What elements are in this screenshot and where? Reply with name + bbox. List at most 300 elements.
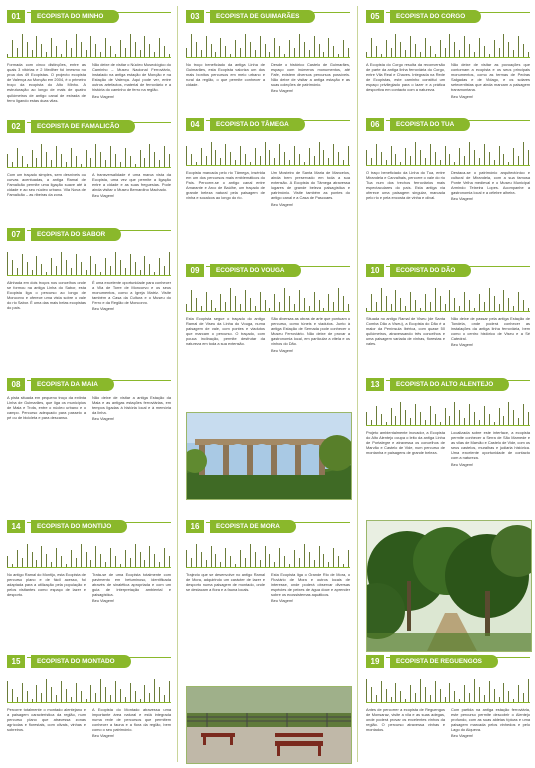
profile-tick — [513, 306, 514, 311]
profile-tick — [76, 34, 77, 57]
profile-tick — [46, 679, 47, 702]
profile-tick — [333, 302, 334, 311]
profile-tick — [425, 38, 426, 57]
profile-tick — [125, 48, 126, 57]
profile-tick — [154, 52, 155, 57]
profile-tick — [381, 54, 382, 57]
section-header — [7, 378, 171, 391]
profile-tick — [41, 144, 42, 167]
profile-tick — [528, 52, 529, 57]
profile-tick — [115, 556, 116, 567]
profile-tick — [445, 408, 446, 425]
profile-tick — [235, 296, 236, 311]
profile-tick — [240, 48, 241, 57]
profile-tick — [110, 695, 111, 702]
profile-tick — [235, 40, 236, 57]
profile-tick — [319, 300, 320, 311]
photo-viaduct — [186, 412, 352, 500]
profile-tick — [120, 260, 121, 275]
profile-tick — [17, 550, 18, 567]
profile-tick — [479, 420, 480, 425]
profile-tick — [405, 410, 406, 425]
profile-tick — [81, 164, 82, 167]
profile-tick — [12, 40, 13, 57]
profile-tick — [215, 150, 216, 165]
profile-tick — [343, 160, 344, 165]
profile-tick — [459, 148, 460, 165]
profile-tick — [366, 52, 367, 57]
profile-tick — [440, 296, 441, 311]
profile-tick — [366, 679, 367, 702]
profile-tick — [100, 52, 101, 57]
profile-tick — [348, 146, 349, 165]
profile-tick — [144, 560, 145, 567]
profile-tick — [260, 292, 261, 311]
profile-tick — [333, 144, 334, 165]
profile-tick — [225, 302, 226, 311]
profile-tick — [36, 158, 37, 167]
profile-tick — [454, 691, 455, 702]
profile-tick — [125, 697, 126, 702]
profile-tick — [309, 306, 310, 311]
profile-tick — [7, 556, 8, 567]
profile-tick — [115, 681, 116, 702]
profile-tick — [274, 562, 275, 567]
profile-tick — [328, 38, 329, 57]
profile-tick — [240, 304, 241, 311]
elevation-profile — [7, 136, 171, 168]
profile-tick — [255, 148, 256, 165]
section-number: 13 — [366, 378, 384, 391]
profile-tick — [299, 558, 300, 567]
profile-tick — [250, 42, 251, 57]
profile-tick — [105, 160, 106, 167]
profile-tick — [220, 38, 221, 57]
profile-tick — [425, 420, 426, 425]
profile-tick — [245, 290, 246, 311]
profile-tick — [323, 150, 324, 165]
profile-tick — [274, 158, 275, 165]
profile-tick — [445, 48, 446, 57]
profile-tick — [440, 689, 441, 702]
profile-tick — [459, 50, 460, 57]
profile-tick — [508, 42, 509, 57]
profile-tick — [265, 44, 266, 57]
profile-tick — [41, 693, 42, 702]
profile-tick — [61, 154, 62, 167]
profile-tick — [366, 308, 367, 311]
profile-tick — [405, 148, 406, 165]
text-column-right: Localizada sobre este interface, a ecopista permite conhecer a Serra de São Mamede e as vilas de Marvão e Castelo de Vide, com os seus castelos, muralhas e judiaria histórica. Uma excelente oportunidade de contacto com a natureza. Beu Viagem! — [451, 430, 530, 467]
section-title: ECOPISTA DO CORGO — [390, 10, 481, 23]
section-number: 07 — [7, 228, 25, 241]
text-column-left: Projeto ambientalmente inovador, a Ecopista do Alto Alentejo ocupa o leito da antiga Linha de Portalegre e atravessa os concelhos de Marvão e Castelo de Vide, num percurso de montanha e paisagens de grande beleza. — [366, 430, 445, 456]
section-title: ECOPISTA DE FAMALICÃO — [31, 120, 135, 133]
profile-tick — [499, 146, 500, 165]
profile-tick — [304, 298, 305, 311]
profile-tick — [449, 154, 450, 165]
section-number: 03 — [186, 10, 204, 23]
profile-tick — [164, 695, 165, 702]
profile-tick — [328, 562, 329, 567]
profile-tick — [95, 693, 96, 702]
profile-tick — [391, 146, 392, 165]
profile-tick — [518, 685, 519, 702]
profile-tick — [494, 422, 495, 425]
profile-tick — [503, 154, 504, 165]
profile-tick — [528, 412, 529, 425]
profile-tick — [201, 50, 202, 57]
profile-tick — [459, 306, 460, 311]
profile-tick — [135, 42, 136, 57]
elevation-profile — [7, 244, 171, 276]
profile-tick — [255, 552, 256, 567]
text-column-left: Trajecto que se desenvolve no antigo Ramal de Mora, adquirindo um carácter de lazer e desporto numa paisagem de montado, onde se destacam a flora e a fauna locais. — [186, 572, 265, 593]
text-column-left: Situada no antigo Ramal de Viseu (de Santa Comba Dão a Viseu), a Ecopista do Dão é a maior da Península Ibérica, com quase 50 quilómetros, atravessando três concelhos e uma paisagem variada de vinhas, florestas e vales. — [366, 316, 445, 347]
profile-tick — [410, 36, 411, 57]
profile-tick — [395, 154, 396, 165]
profile-tick — [391, 304, 392, 311]
footer-note: Beu Viagem! — [451, 93, 474, 99]
profile-tick — [395, 290, 396, 311]
profile-tick — [206, 156, 207, 165]
profile-tick — [415, 693, 416, 702]
profile-tick — [51, 160, 52, 167]
profile-tick — [503, 290, 504, 311]
profile-tick — [130, 34, 131, 57]
profile-tick — [371, 294, 372, 311]
profile-tick — [230, 54, 231, 57]
footer-note: Beu Viagem! — [451, 733, 474, 739]
text-column-left: Com um traçado simples, sem desníveis ou curvas acentuadas, a antiga Ramal de Famalicão permite uma ligação suave até à cidade e ao seu núcleo urbano. Vila Nova de Famalicão – as ribeiras da zona. — [7, 172, 86, 198]
profile-tick — [191, 34, 192, 57]
profile-tick — [130, 683, 131, 702]
profile-tick — [348, 550, 349, 567]
profile-tick — [381, 152, 382, 165]
profile-tick — [36, 685, 37, 702]
profile-tick — [343, 296, 344, 311]
profile-tick — [503, 34, 504, 57]
profile-tick — [499, 697, 500, 702]
section-header — [366, 10, 530, 23]
profile-tick — [469, 44, 470, 57]
text-column-left: Esta Ecopista segue o traçado do antigo Ramal de Viseu da Linha do Vouga, numa paisagem de vale, com pontes e viadutos que marcam o percurso. O traçado, com pouca inclinação, permite desfrutar da natureza em toda a sua extensão. — [186, 316, 265, 347]
profile-tick — [120, 40, 121, 57]
profile-tick — [323, 308, 324, 311]
profile-tick — [12, 689, 13, 702]
profile-tick — [381, 681, 382, 702]
profile-tick — [17, 697, 18, 702]
profile-tick — [105, 38, 106, 57]
profile-tick — [410, 418, 411, 425]
text-column-right: Trata-se de uma Ecopista totalmente com pavimento em betuminoso, identificada através de sinalética apropriada e com um guia de interpretação ambiental e paisagística. Beu Viagem! — [92, 572, 171, 604]
profile-tick — [206, 560, 207, 567]
profile-tick — [115, 54, 116, 57]
profile-tick — [186, 304, 187, 311]
profile-tick — [7, 154, 8, 167]
profile-tick — [196, 298, 197, 311]
profile-tick — [66, 689, 67, 702]
profile-tick — [279, 302, 280, 311]
profile-tick — [400, 42, 401, 57]
profile-tick — [245, 154, 246, 165]
profile-tick — [86, 699, 87, 702]
profile-tick — [294, 146, 295, 165]
profile-tick — [479, 687, 480, 702]
section-06 — [366, 118, 530, 270]
profile-tick — [76, 254, 77, 275]
section-11 — [366, 264, 530, 386]
profile-tick — [169, 556, 170, 567]
profile-tick — [235, 160, 236, 165]
profile-tick — [348, 48, 349, 57]
profile-tick — [46, 272, 47, 275]
profile-tick — [269, 150, 270, 165]
profile-tick — [105, 258, 106, 275]
profile-tick — [391, 408, 392, 425]
profile-tick — [400, 402, 401, 425]
profile-tick — [250, 162, 251, 165]
section-number: 08 — [7, 378, 25, 391]
profile-tick — [371, 687, 372, 702]
profile-tick — [17, 268, 18, 275]
section-number: 01 — [7, 10, 25, 23]
profile-tick — [314, 156, 315, 165]
profile-tick — [56, 46, 57, 57]
profile-tick — [225, 548, 226, 567]
profile-tick — [140, 270, 141, 275]
profile-tick — [464, 292, 465, 311]
text-column-right: Não deixe de visitar as povoações que contornam a ecopista e os seus principais monumentos, como as termas de Pedras Salgadas e de Vidago, e os solares setecentistas que ainda marcam a paisagem transmontana. Beu Viagem! — [451, 62, 530, 99]
footer-note: Beu Viagem! — [271, 598, 294, 604]
profile-tick — [314, 36, 315, 57]
profile-tick — [86, 50, 87, 57]
profile-tick — [61, 54, 62, 57]
footer-note: Beu Viagem! — [92, 598, 115, 604]
profile-tick — [289, 296, 290, 311]
profile-tick — [255, 306, 256, 311]
profile-tick — [279, 144, 280, 165]
profile-tick — [489, 414, 490, 425]
profile-tick — [469, 142, 470, 165]
text-column-left: Percorre totalmente o montado alentejano e a paisagem característica da região, num percurso plano que atravessa zonas agrícolas e florestais, com olivais, vinhas e sobreiros. — [7, 707, 86, 733]
footer-note: Beu Viagem! — [271, 201, 294, 207]
profile-tick — [386, 422, 387, 425]
profile-tick — [489, 54, 490, 57]
section-number: 16 — [186, 520, 204, 533]
profile-tick — [338, 288, 339, 311]
profile-tick — [284, 288, 285, 311]
section-title: ECOPISTA DO MINHO — [31, 10, 119, 23]
text-column-right: Com partida na antiga estação ferroviária, este percurso permite descobrir o Alentejo profundo, com as suas aldeias típicas e uma paisagem marcada pelos vinhedos e pelo Lago do Alqueva. Beu Viagem! — [451, 707, 530, 739]
profile-tick — [284, 152, 285, 165]
section-09 — [186, 264, 350, 416]
profile-tick — [41, 264, 42, 275]
profile-tick — [100, 152, 101, 167]
profile-tick — [164, 146, 165, 167]
profile-tick — [503, 416, 504, 425]
text-column-left: Alinhada em dois troços nos concelhos onde se formou na antiga Linha do Sabor, esta Ecopista liga o percurso ao longo de Moncorvo e oferece uma vista sobre o vale do rio Sabor. É uma das mais belas ecopistas do país. — [7, 280, 86, 311]
section-title: ECOPISTA DA MAIA — [31, 378, 114, 391]
profile-tick — [381, 288, 382, 311]
profile-tick — [479, 158, 480, 165]
profile-tick — [415, 142, 416, 165]
profile-tick — [376, 406, 377, 425]
profile-tick — [494, 40, 495, 57]
profile-tick — [435, 152, 436, 165]
section-13 — [366, 378, 530, 520]
profile-tick — [484, 695, 485, 702]
section-number: 14 — [7, 520, 25, 533]
profile-tick — [105, 562, 106, 567]
text-column-right: Não deixe de visitar o Núcleo Museológico do Caminho – Museu Nacional Ferroviário, instalado na antiga estação de Monção e na Estação de Valença. Aqui pode ver, entre outros artefactos, material de ferroviário e a história do caminho de ferro na região. Beu Viagem! — [92, 62, 171, 99]
profile-tick — [513, 148, 514, 165]
profile-tick — [66, 260, 67, 275]
profile-tick — [528, 150, 529, 165]
profile-tick — [46, 152, 47, 167]
profile-tick — [230, 556, 231, 567]
profile-tick — [284, 556, 285, 567]
profile-tick — [391, 48, 392, 57]
profile-tick — [440, 422, 441, 425]
profile-tick — [279, 46, 280, 57]
profile-tick — [81, 691, 82, 702]
profile-tick — [71, 148, 72, 167]
profile-tick — [265, 300, 266, 311]
text-column-right: Esta Ecopista liga o Grande Rio de Mora, o Fluviário de Mora e outros locais de interesse, onde poderá observar diversas espécies de peixes de água doce e aprender sobre os ecossistemas aquáticos. Beu Viagem! — [271, 572, 350, 604]
profile-tick — [430, 406, 431, 425]
text-column-right: Um Mosteiro de Santa Maria de Mancelos, ainda bem preservado em toda a sua extensão. A Ecopista do Tâmega atravessa lugares de grande beleza paisagística e património. Visite também as pontes do antigo canal e a Casa de Pascoaes. Beu Viagem! — [271, 170, 350, 207]
profile-tick — [81, 544, 82, 567]
footer-note: Beu Viagem! — [451, 461, 474, 467]
profile-tick — [328, 158, 329, 165]
profile-tick — [86, 270, 87, 275]
profile-tick — [215, 308, 216, 311]
profile-tick — [445, 304, 446, 311]
section-number: 09 — [186, 264, 204, 277]
profile-tick — [489, 288, 490, 311]
profile-tick — [81, 42, 82, 57]
profile-tick — [144, 685, 145, 702]
profile-tick — [56, 695, 57, 702]
profile-tick — [211, 44, 212, 57]
footer-note: Beu Viagem! — [92, 416, 115, 422]
profile-tick — [410, 685, 411, 702]
elevation-profile — [7, 536, 171, 568]
section-title: ECOPISTA DE REGUENGOS — [390, 655, 498, 668]
profile-tick — [420, 308, 421, 311]
profile-tick — [299, 34, 300, 57]
text-column-left: Antes de percorrer a ecopista de Reguengos de Monsaraz, visite a vila e as suas adegas, onde poderá provar os excelentes vinhos da região. O percurso atravessa vinhas e montados. — [366, 707, 445, 733]
profile-tick — [125, 268, 126, 275]
profile-tick — [508, 402, 509, 425]
profile-tick — [454, 42, 455, 57]
profile-tick — [135, 544, 136, 567]
profile-tick — [230, 152, 231, 165]
profile-tick — [7, 54, 8, 57]
profile-tick — [474, 412, 475, 425]
section-number: 10 — [366, 264, 384, 277]
elevation-profile — [366, 26, 530, 58]
profile-tick — [76, 156, 77, 167]
profile-tick — [440, 160, 441, 165]
profile-tick — [376, 144, 377, 165]
profile-tick — [225, 46, 226, 57]
profile-tick — [284, 54, 285, 57]
profile-tick — [86, 150, 87, 167]
profile-tick — [22, 254, 23, 275]
profile-tick — [22, 156, 23, 167]
section-number: 06 — [366, 118, 384, 131]
profile-tick — [499, 408, 500, 425]
section-07 — [7, 228, 171, 390]
section-16 — [186, 520, 350, 672]
section-title: ECOPISTA DO TUA — [390, 118, 470, 131]
profile-tick — [371, 420, 372, 425]
profile-tick — [100, 679, 101, 702]
profile-tick — [376, 302, 377, 311]
profile-tick — [523, 300, 524, 311]
profile-tick — [164, 548, 165, 567]
profile-tick — [499, 304, 500, 311]
profile-tick — [12, 162, 13, 167]
profile-tick — [56, 266, 57, 275]
section-title: ECOPISTA DO ALTO ALENTEJO — [390, 378, 509, 391]
profile-tick — [71, 268, 72, 275]
section-14 — [7, 520, 171, 642]
profile-tick — [191, 290, 192, 311]
profile-tick — [323, 554, 324, 567]
profile-tick — [265, 142, 266, 165]
profile-tick — [319, 546, 320, 567]
footer-note: Beu Viagem! — [92, 193, 115, 199]
section-header — [186, 520, 350, 533]
profile-tick — [343, 564, 344, 567]
profile-tick — [265, 546, 266, 567]
section-02 — [7, 120, 171, 212]
profile-tick — [440, 40, 441, 57]
profile-tick — [140, 150, 141, 167]
profile-tick — [430, 695, 431, 702]
text-column-left: A pista situada em pequeno troço da extinta Linha de Guimarães, que liga os municípios de Maia e Trofa, entre o núcleo urbano e o campo. Percurso adequado para passeio a pé ou de bicicleta e para descanso. — [7, 395, 86, 421]
profile-tick — [299, 290, 300, 311]
profile-tick — [435, 54, 436, 57]
profile-tick — [314, 292, 315, 311]
profile-tick — [215, 52, 216, 57]
section-04 — [186, 118, 350, 265]
text-column-left: Ecopista marcada pelo rio Tâmega, insérida em um dos percursos mais emblemáticos do País. Percorre-se o antigo canal entre Amarante e Arco de Baúlhe, um traçado de grande beleza natural pela paisagem de vinha e socalcos ao longo do rio. — [186, 170, 265, 201]
profile-tick — [405, 50, 406, 57]
profile-tick — [304, 162, 305, 165]
profile-tick — [314, 560, 315, 567]
profile-tick — [186, 146, 187, 165]
profile-tick — [66, 564, 67, 567]
profile-tick — [7, 252, 8, 275]
profile-tick — [454, 162, 455, 165]
profile-tick — [449, 683, 450, 702]
profile-tick — [159, 160, 160, 167]
profile-tick — [513, 699, 514, 702]
elevation-profile — [366, 671, 530, 703]
section-header — [366, 378, 530, 391]
profile-tick — [149, 546, 150, 567]
profile-tick — [230, 288, 231, 311]
profile-tick — [386, 689, 387, 702]
profile-tick — [211, 546, 212, 567]
profile-tick — [196, 162, 197, 165]
profile-tick — [51, 687, 52, 702]
profile-tick — [169, 154, 170, 167]
